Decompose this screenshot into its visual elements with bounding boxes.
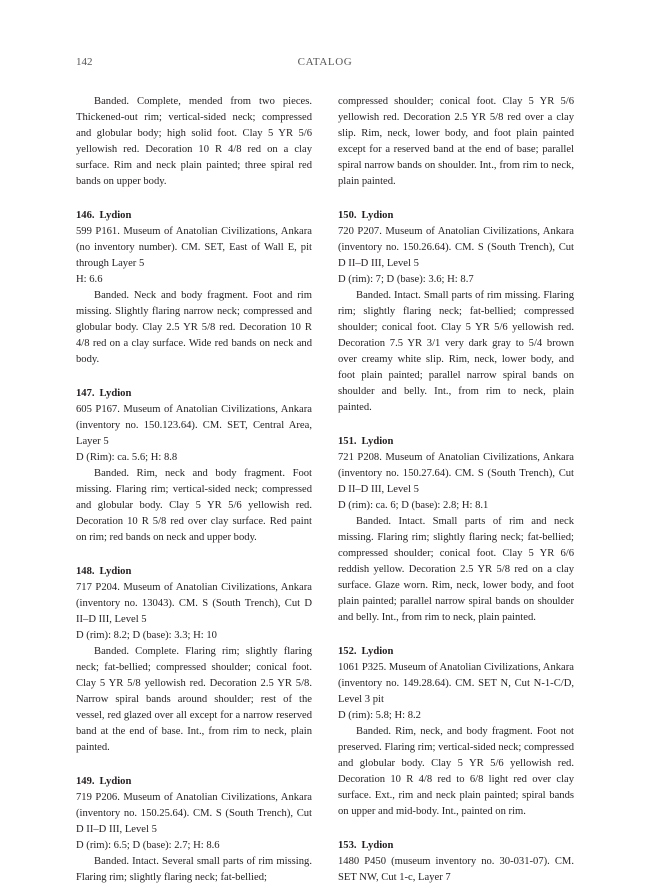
- entry-number: 148.: [76, 566, 95, 577]
- catalog-entry-147: [76, 386, 312, 546]
- entry-provenance: 599 P161. Museum of Anatolian Civilizations, Ankara (no inventory number). CM. SET, East of Wall E, pit through Layer 5: [76, 226, 312, 269]
- entry-dimensions: D (rim): 6.5; D (base): 2.7; H: 8.6: [76, 840, 220, 851]
- entry-heading: [338, 208, 574, 224]
- entry-description: Banded. Intact. Small parts of rim and neck missing. Flaring rim; slightly flaring neck; fat-bellied; compressed shoulder; conical foot. Clay 5 YR 6/6 reddish yellow. Decoration 2.5 YR 5/8 red on a clay surface. Glaze worn. Rim, neck, lower body, and foot plain painted; parallel narrow spiral bands on shoulder and belly. Int., from rim to neck, plain painted.: [338, 516, 574, 623]
- entry-heading: [338, 838, 574, 854]
- entry-number: 152.: [338, 646, 357, 657]
- entry-name: Lydion: [99, 566, 132, 577]
- entry-provenance: 719 P206. Museum of Anatolian Civilizations, Ankara (inventory no. 150.25.64). CM. S (South Trench), Cut D II–D III, Level 5: [76, 792, 312, 835]
- entry-number: 146.: [76, 210, 95, 221]
- entry-number: 149.: [76, 776, 95, 787]
- entry-number: 150.: [338, 210, 357, 221]
- entry-description: Banded. Intact. Several small parts of rim missing. Flaring rim; slightly flaring neck; fat-bellied;: [76, 856, 312, 883]
- entry-description: Banded. Rim, neck, and body fragment. Foot not preserved. Flaring rim; vertical-sided neck; compressed and globular body. Clay 5 YR 5/6 yellowish red. Decoration 10 R 4/8 red to 6/8 light red over clay surface. Ext., rim and neck plain painted; spiral bands on upper and mid-body. Int., painted on rim.: [338, 726, 574, 817]
- entry-name: Lydion: [361, 646, 394, 657]
- entry-heading: [76, 208, 312, 224]
- entry-provenance: 1480 P450 (museum inventory no. 30-031-07). CM. SET NW, Cut 1-c, Layer 7: [338, 856, 574, 883]
- catalog-entry-153: [338, 838, 574, 886]
- entry-description: Banded. Neck and body fragment. Foot and rim missing. Slightly flaring narrow neck; compressed and globular body. Clay 2.5 YR 5/8 red. Decoration 10 R 4/8 red on a clay surface. Wide red bands on neck and body.: [76, 290, 312, 365]
- entry-name: Lydion: [361, 840, 394, 851]
- entry-name: Lydion: [361, 210, 394, 221]
- catalog-entry-149: [76, 774, 312, 886]
- entry-dimensions: D (Rim): ca. 5.6; H: 8.8: [76, 452, 178, 463]
- entry-description: Banded. Rim, neck and body fragment. Foot missing. Flaring rim; vertical-sided neck; compressed and globular body. Clay 5 YR 5/6 yellowish red. Decoration 10 R 5/8 red over clay surface. Red paint on rim; red bands on neck and upper body.: [76, 468, 312, 543]
- entry-heading: [338, 434, 574, 450]
- entry-provenance: 720 P207. Museum of Anatolian Civilizations, Ankara (inventory no. 150.26.64). CM. S (South Trench), Cut D II–D III, Level 5: [338, 226, 574, 269]
- entry-heading: [338, 644, 574, 660]
- entry-dimensions: D (rim): 8.2; D (base): 3.3; H: 10: [76, 630, 217, 641]
- entry-description: Banded. Intact. Small parts of rim missing. Flaring rim; slightly flaring neck; fat-bellied; compressed shoulder; conical foot. Clay 5 YR 5/6 yellowish red. Decoration 7.5 YR 3/1 very dark gray to 5/4 brown over creamy white slip. Rim, neck, lower body, and foot plain painted; parallel narrow spiral bands on shoulder and belly. Int., from rim to neck, plain painted.: [338, 290, 574, 413]
- entry-dimensions: D (rim): ca. 6; D (base): 2.8; H: 8.1: [338, 500, 489, 511]
- entry-name: Lydion: [361, 436, 394, 447]
- page-number: 142: [76, 56, 93, 68]
- entry-description: Banded. Complete. Flaring rim; slightly flaring neck; fat-bellied; compressed shoulder; conical foot. Clay 5 YR 5/8 yellowish red. Decoration 2.5 YR 5/8. Narrow spiral bands around shoulder; rest of the vessel, red glazed over all except for a narrow reserved band at the end of base. Int., from rim to neck, plain painted.: [76, 646, 312, 753]
- catalog-entry-148: [76, 564, 312, 756]
- right-column: [338, 94, 574, 886]
- entry-name: Lydion: [99, 388, 132, 399]
- entry-provenance: 717 P204. Museum of Anatolian Civilizations, Ankara (inventory no. 13043). CM. S (South Trench), Cut D II–D III, Level 5: [76, 582, 312, 625]
- entry-name: Lydion: [99, 776, 132, 787]
- catalog-entry-152: [338, 644, 574, 820]
- left-column: [76, 94, 312, 886]
- entry-heading: [76, 386, 312, 402]
- entry-provenance: 1061 P325. Museum of Anatolian Civilizations, Ankara (inventory no. 149.28.64). CM. SET N, Cut N-1-C/D, Level 3 pit: [338, 662, 574, 705]
- running-title: CATALOG: [297, 56, 353, 68]
- catalog-entry-146: [76, 208, 312, 368]
- entry-number: 147.: [76, 388, 95, 399]
- catalog-entry-150: [338, 208, 574, 416]
- entry-provenance: 721 P208. Museum of Anatolian Civilizations, Ankara (inventory no. 150.27.64). CM. S (South Trench), Cut D II–D III, Level 5: [338, 452, 574, 495]
- entry-name: Lydion: [99, 210, 132, 221]
- entry-heading: [76, 774, 312, 790]
- entry-provenance: 605 P167. Museum of Anatolian Civilizations, Ankara (inventory no. 150.123.64). CM. SET, Central Area, Layer 5: [76, 404, 312, 447]
- running-head: [76, 56, 574, 70]
- entry-dimensions: D (rim): 7; D (base): 3.6; H: 8.7: [338, 274, 474, 285]
- entry-number: 153.: [338, 840, 357, 851]
- entry-heading: [76, 564, 312, 580]
- catalog-entry-151: [338, 434, 574, 626]
- entry-dimensions: H: 6.6: [76, 274, 103, 285]
- entry-dimensions: D (rim): 5.8; H: 8.2: [338, 710, 421, 721]
- continued-description: compressed shoulder; conical foot. Clay 5 YR 5/6 yellowish red. Decoration 2.5 YR 5/8 red over a clay slip. Rim, neck, lower body, and foot plain painted except for a reserved band at the end of base; parallel spiral narrow bands on shoulder. Int., from rim to neck, plain painted.: [338, 96, 574, 187]
- entry-number: 151.: [338, 436, 357, 447]
- continued-description: Banded. Complete, mended from two pieces. Thickened-out rim; vertical-sided neck; compressed and globular body; high solid foot. Clay 5 YR 5/6 yellowish red. Decoration 10 R 4/8 red on a clay surface. Rim and neck plain painted; three spiral red bands on upper body.: [76, 96, 312, 187]
